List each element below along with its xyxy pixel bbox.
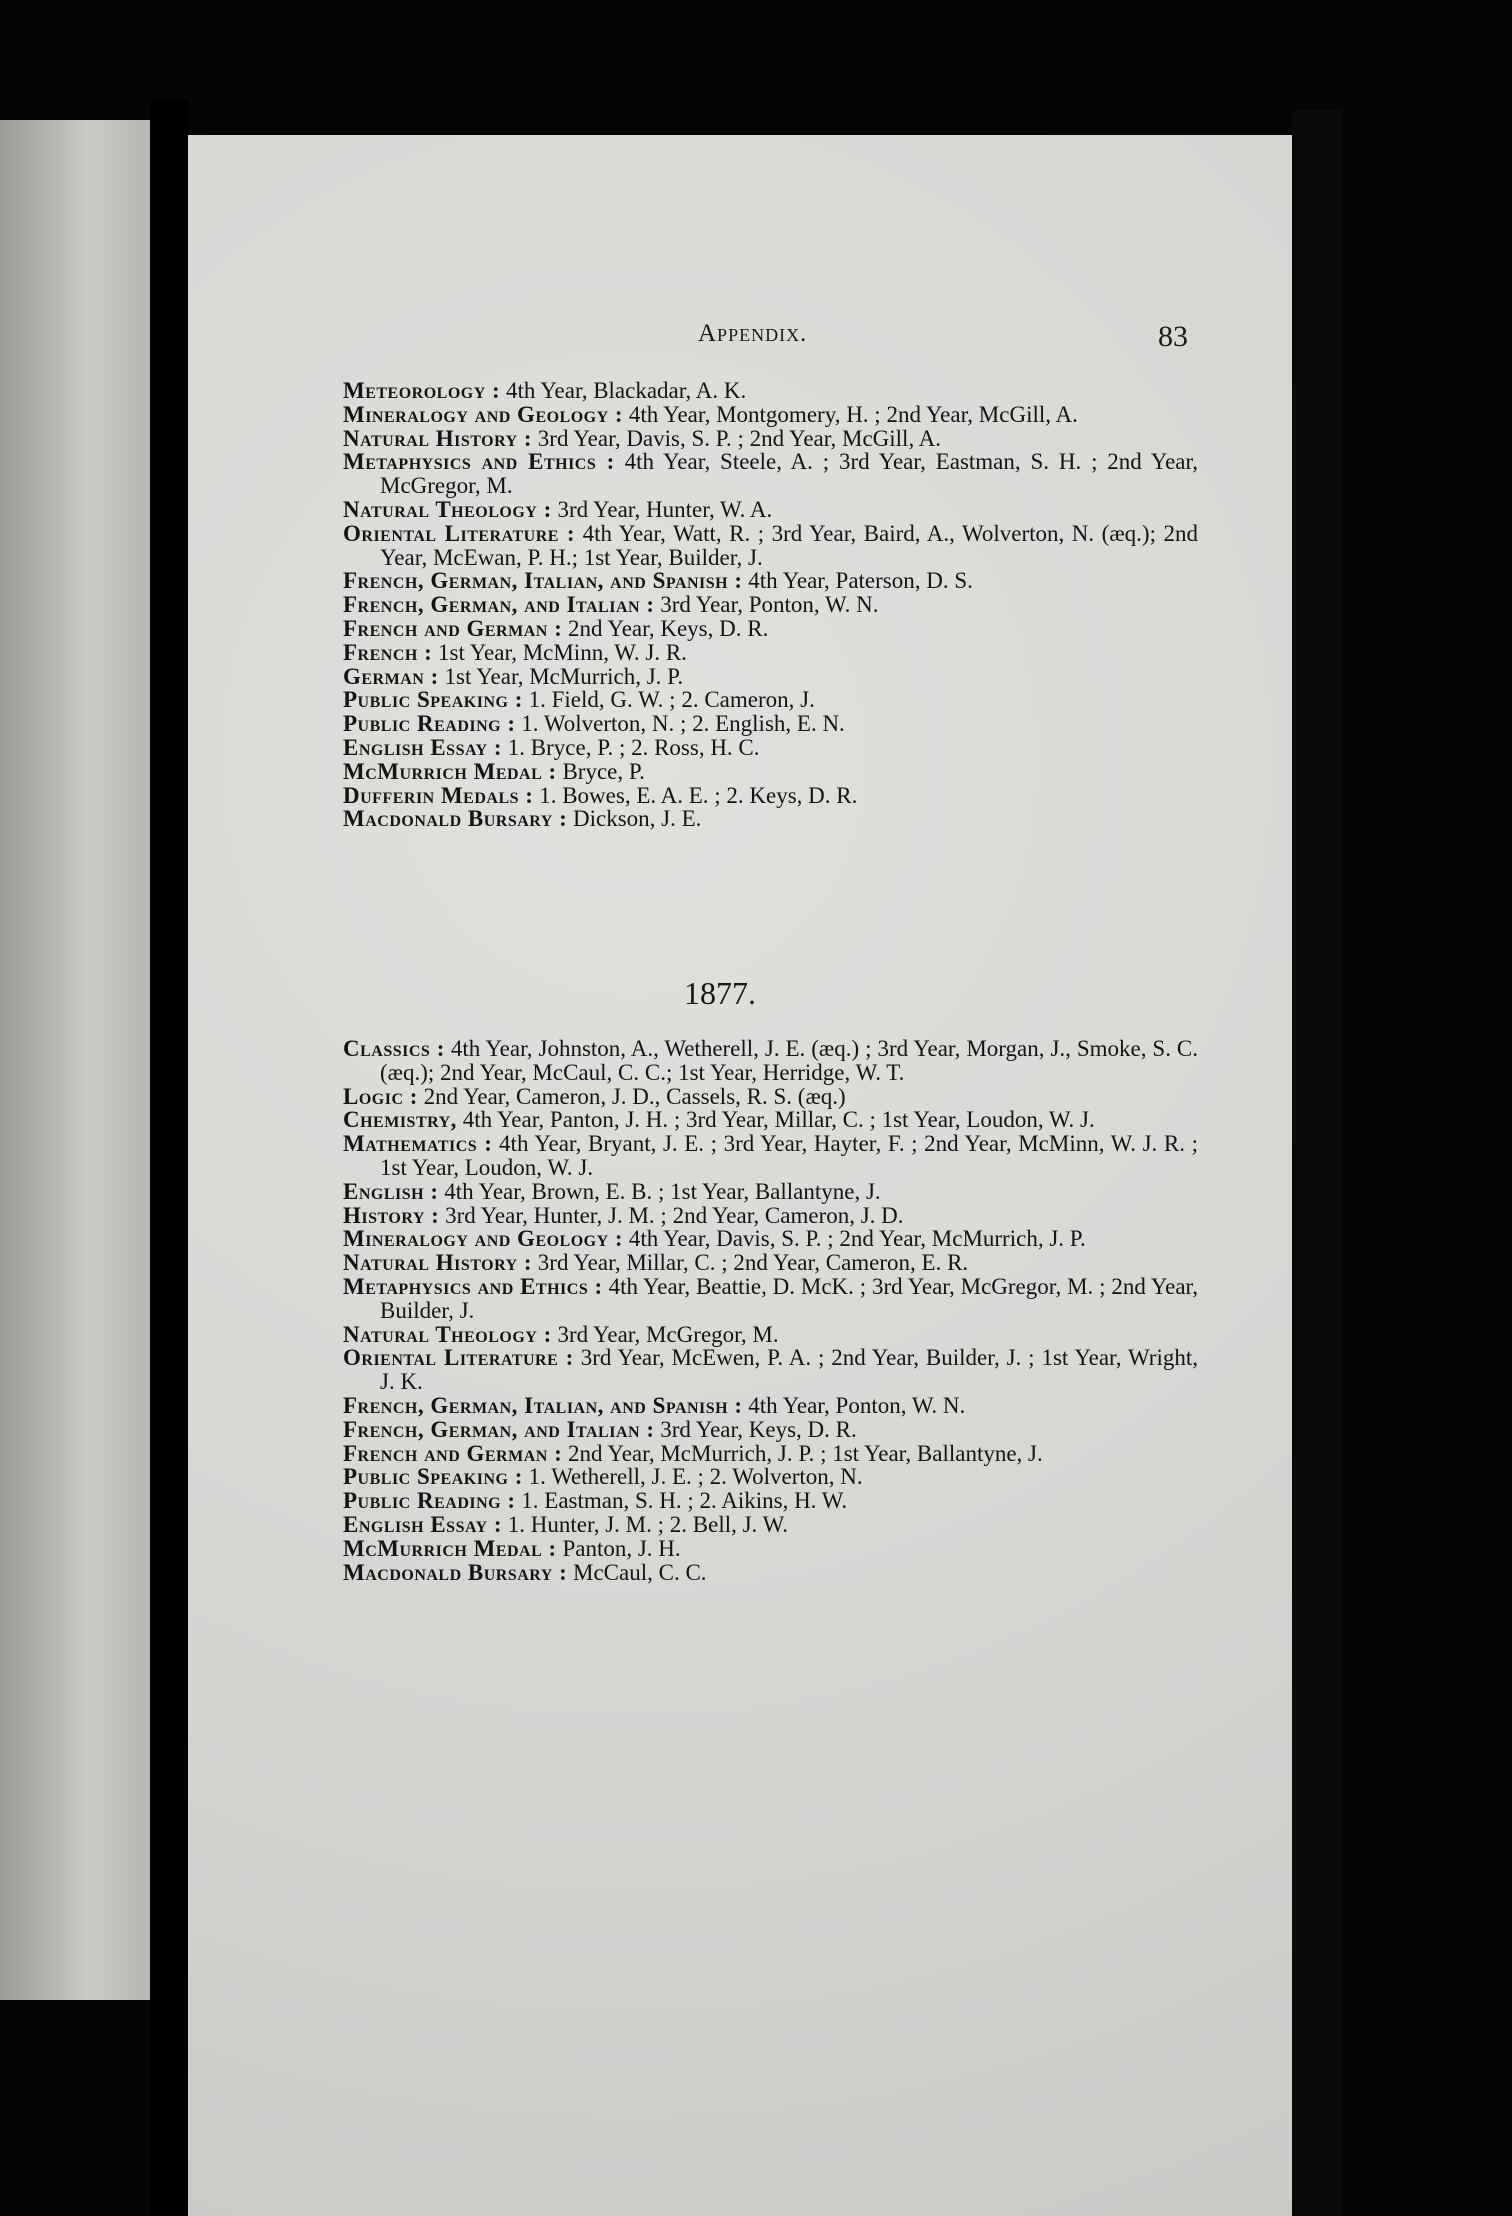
award-subject: McMurrich Medal : <box>343 758 557 784</box>
running-title: Appendix. <box>698 320 808 347</box>
award-subject: French and German : <box>343 1440 563 1466</box>
award-winners: Bryce, P. <box>556 758 645 784</box>
award-entry <box>343 1394 1198 1418</box>
award-subject: Oriental Literature : <box>343 1345 574 1371</box>
award-subject: Classics : <box>343 1036 445 1061</box>
award-entry <box>343 1227 1198 1251</box>
award-winners: 1. Eastman, S. H. ; 2. Aikins, H. W. <box>515 1488 848 1514</box>
award-winners: 1st Year, McMurrich, J. P. <box>438 663 684 689</box>
award-entry <box>343 1323 1198 1347</box>
year-heading <box>188 975 1292 1012</box>
award-subject: French, German, and Italian : <box>343 1416 655 1442</box>
award-entry <box>343 665 1198 689</box>
award-subject: Natural History : <box>343 425 533 451</box>
award-winners: 3rd Year, Hunter, W. A. <box>551 496 773 522</box>
award-entry <box>343 1418 1198 1442</box>
year-heading-text: 1877. <box>684 975 756 1011</box>
award-entry <box>343 784 1198 808</box>
award-winners: 3rd Year, Hunter, J. M. ; 2nd Year, Cameron, J. D. <box>439 1202 904 1228</box>
award-subject: Meteorology : <box>343 378 501 403</box>
award-winners: 4th Year, Panton, J. H. ; 3rd Year, Millar, C. ; 1st Year, Loudon, W. J. <box>456 1107 1095 1133</box>
award-winners: 2nd Year, Keys, D. R. <box>562 615 769 641</box>
award-entry <box>343 1561 1198 1585</box>
award-subject: Macdonald Bursary : <box>343 806 568 832</box>
award-subject: French : <box>343 639 433 665</box>
award-winners: 1. Wolverton, N. ; 2. English, E. N. <box>515 711 845 737</box>
award-entry <box>343 569 1198 593</box>
award-winners: 2nd Year, Cameron, J. D., Cassels, R. S. (æq.) <box>417 1083 846 1109</box>
award-entry <box>343 450 1198 498</box>
award-subject: German : <box>343 663 439 689</box>
award-entry <box>343 1251 1198 1275</box>
award-subject: Oriental Literature : <box>343 520 576 546</box>
award-entry <box>343 1465 1198 1489</box>
award-entry <box>343 1513 1198 1537</box>
award-winners: 1. Field, G. W. ; 2. Cameron, J. <box>522 687 815 713</box>
award-entry <box>343 522 1198 570</box>
award-entry <box>343 712 1198 736</box>
award-subject: Dufferin Medals : <box>343 782 534 808</box>
award-entry <box>343 1346 1198 1394</box>
award-subject: Macdonald Bursary : <box>343 1559 568 1585</box>
award-subject: French, German, Italian, and Spanish : <box>343 1392 743 1418</box>
award-winners: 1. Wetherell, J. E. ; 2. Wolverton, N. <box>522 1464 863 1490</box>
award-subject: Public Reading : <box>343 1488 516 1514</box>
award-subject: Metaphysics and Ethics : <box>343 449 615 475</box>
award-winners: 2nd Year, McMurrich, J. P. ; 1st Year, Ballantyne, J. <box>562 1440 1043 1466</box>
award-winners: 1. Bryce, P. ; 2. Ross, H. C. <box>502 734 760 760</box>
award-subject: Public Speaking : <box>343 687 523 713</box>
award-subject: Natural History : <box>343 1250 533 1276</box>
award-entry <box>343 498 1198 522</box>
book-gutter <box>150 100 188 2216</box>
award-subject: French, German, and Italian : <box>343 592 655 618</box>
award-entry <box>343 617 1198 641</box>
award-entry <box>343 760 1198 784</box>
award-winners: 4th Year, Paterson, D. S. <box>742 568 973 594</box>
award-winners: 4th Year, Montgomery, H. ; 2nd Year, McGill, A. <box>623 401 1078 427</box>
award-winners: 4th Year, Bryant, J. E. ; 3rd Year, Hayter, F. ; 2nd Year, McMinn, W. J. R. ; 1st Year, Loudon, W. J. <box>380 1131 1198 1180</box>
award-winners: 3rd Year, Keys, D. R. <box>654 1416 857 1442</box>
scan-border <box>1292 110 1342 2216</box>
award-winners: 4th Year, Steele, A. ; 3rd Year, Eastman, S. H. ; 2nd Year, McGregor, M. <box>380 449 1199 499</box>
award-subject: Public Speaking : <box>343 1464 523 1490</box>
facing-page-edge <box>0 120 150 2000</box>
page-header <box>188 320 1292 370</box>
award-entry <box>343 1180 1198 1204</box>
award-winners: 4th Year, Watt, R. ; 3rd Year, Baird, A., Wolverton, N. (æq.); 2nd Year, McEwan, P. H.; 1st Year, Builder, J. <box>380 520 1199 570</box>
award-entry <box>343 1204 1198 1228</box>
award-winners: 3rd Year, McGregor, M. <box>551 1321 779 1347</box>
award-subject: French, German, Italian, and Spanish : <box>343 568 743 594</box>
award-entry <box>343 641 1198 665</box>
award-winners: 1. Hunter, J. M. ; 2. Bell, J. W. <box>502 1511 788 1537</box>
award-winners: 3rd Year, Ponton, W. N. <box>654 592 879 618</box>
award-subject: History : <box>343 1202 440 1228</box>
award-subject: English Essay : <box>343 1511 503 1537</box>
award-subject: McMurrich Medal : <box>343 1535 557 1561</box>
award-entry <box>343 1442 1198 1466</box>
awards-list-1876 <box>343 379 1198 831</box>
award-subject: English : <box>343 1178 439 1204</box>
award-entry <box>343 1489 1198 1513</box>
award-winners: McCaul, C. C. <box>567 1559 707 1585</box>
award-winners: 3rd Year, Millar, C. ; 2nd Year, Cameron, E. R. <box>532 1250 969 1276</box>
award-winners: 4th Year, Davis, S. P. ; 2nd Year, McMurrich, J. P. <box>623 1226 1086 1252</box>
award-entry <box>343 593 1198 617</box>
award-winners: 4th Year, Blackadar, A. K. <box>500 378 747 403</box>
award-winners: 3rd Year, Davis, S. P. ; 2nd Year, McGill, A. <box>532 425 942 451</box>
page-number: 83 <box>1158 320 1188 353</box>
award-subject: French and German : <box>343 615 563 641</box>
award-subject: Chemistry, <box>343 1107 457 1133</box>
award-subject: Logic : <box>343 1083 418 1109</box>
award-entry <box>343 688 1198 712</box>
award-entry <box>343 807 1198 831</box>
award-winners: Dickson, J. E. <box>567 806 702 832</box>
award-entry <box>343 379 1198 403</box>
award-entry <box>343 1275 1198 1323</box>
award-subject: Natural Theology : <box>343 496 552 522</box>
award-winners: 3rd Year, McEwen, P. A. ; 2nd Year, Builder, J. ; 1st Year, Wright, J. K. <box>380 1345 1198 1395</box>
award-subject: Mineralogy and Geology : <box>343 1226 624 1252</box>
award-winners: 4th Year, Brown, E. B. ; 1st Year, Ballantyne, J. <box>438 1178 881 1204</box>
award-winners: 4th Year, Ponton, W. N. <box>742 1392 966 1418</box>
award-entry <box>343 1108 1198 1132</box>
award-winners: Panton, J. H. <box>556 1535 681 1561</box>
award-entry <box>343 736 1198 760</box>
award-subject: English Essay : <box>343 734 503 760</box>
awards-list-1877 <box>343 1037 1198 1584</box>
award-winners: 1. Bowes, E. A. E. ; 2. Keys, D. R. <box>533 782 858 808</box>
award-winners: 4th Year, Johnston, A., Wetherell, J. E. (æq.) ; 3rd Year, Morgan, J., Smoke, S. C. (æq.); 2nd Year, McCaul, C. C.; 1st Year, Herridge, W. T. <box>380 1036 1198 1085</box>
award-winners: 4th Year, Beattie, D. McK. ; 3rd Year, McGregor, M. ; 2nd Year, Builder, J. <box>380 1273 1199 1323</box>
award-entry <box>343 427 1198 451</box>
award-subject: Public Reading : <box>343 711 516 737</box>
award-entry <box>343 403 1198 427</box>
award-subject: Mineralogy and Geology : <box>343 401 624 427</box>
award-entry <box>343 1132 1198 1180</box>
award-subject: Metaphysics and Ethics : <box>343 1273 603 1299</box>
award-subject: Mathematics : <box>343 1131 493 1157</box>
award-subject: Natural Theology : <box>343 1321 552 1347</box>
award-entry <box>343 1537 1198 1561</box>
award-entry <box>343 1085 1198 1109</box>
award-winners: 1st Year, McMinn, W. J. R. <box>432 639 687 665</box>
award-entry <box>343 1037 1198 1085</box>
book-page <box>188 135 1292 2216</box>
